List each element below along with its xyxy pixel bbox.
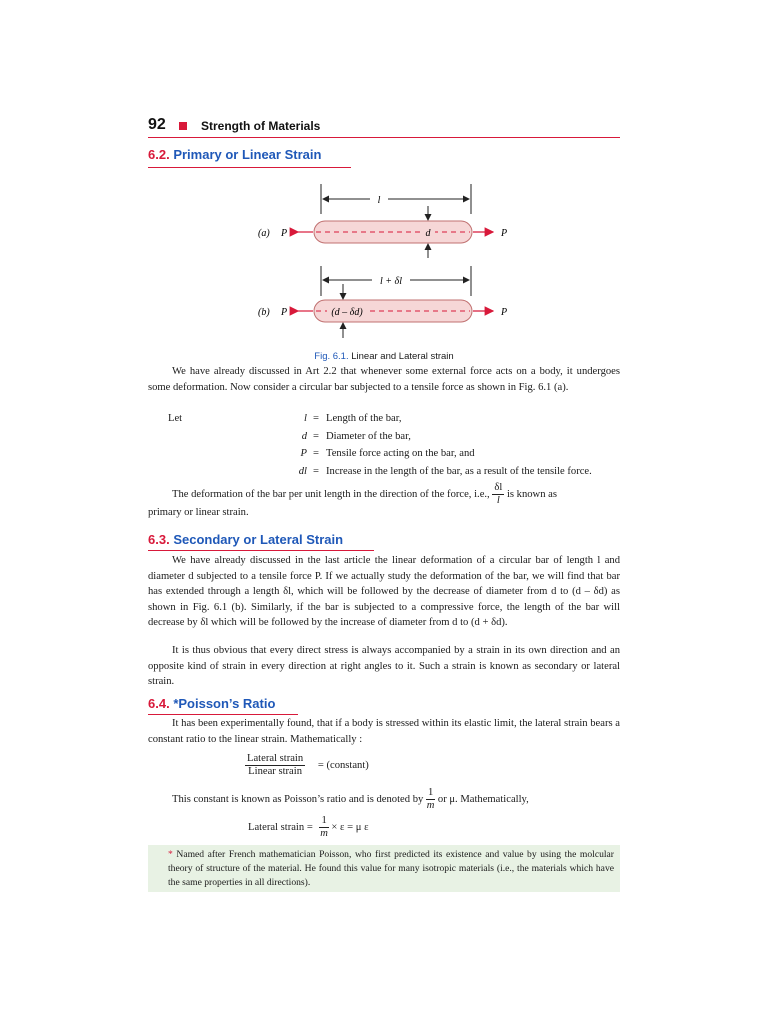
label-a: (a): [258, 228, 270, 239]
diameter-label: d: [425, 228, 431, 239]
definition-row: [148, 466, 620, 484]
paragraph-2-tail: is known as: [506, 488, 557, 500]
equation-lateral-strain: [248, 815, 369, 840]
book-title: Strength of Materials: [201, 119, 321, 133]
force-label-left-b: P: [281, 307, 288, 318]
paragraph-1: We have already discussed in Art 2.2 that whenever some external force acts on a body, it undergoes some deformation. Now consider a circular bar subjected to a tensile force as shown in Fig. 6.1 (a).: [148, 366, 620, 393]
definition-text: Increase in the length of the bar, as a result of the tensile force.: [326, 465, 592, 477]
section-title: Primary or Linear Strain: [173, 147, 322, 162]
fraction-one-over-m: [426, 787, 435, 812]
paragraph-6-tail: or μ. Mathematically,: [437, 793, 529, 805]
fraction-numerator: Lateral strain: [247, 753, 304, 764]
force-label-right: P: [501, 228, 508, 239]
equation-rhs: = (constant): [317, 759, 369, 771]
fraction-denominator: m: [426, 800, 435, 811]
section-number: 6.2.: [148, 147, 170, 162]
label-b: (b): [258, 307, 270, 318]
footnote: [168, 848, 614, 890]
fraction-numerator: δl: [494, 482, 503, 493]
paragraph-6-text: This constant is known as Poisson’s ratio and is denoted by: [172, 793, 424, 805]
definition-text: Length of the bar,: [326, 413, 402, 424]
force-label-left: P: [281, 228, 288, 239]
paragraph-2: [172, 482, 620, 507]
fraction-denominator: l: [496, 495, 500, 506]
section-title: *Poisson’s Ratio: [173, 696, 276, 711]
fraction-denominator: Linear strain: [248, 766, 302, 777]
definition-row: [148, 431, 620, 449]
footnote-box: [148, 845, 620, 892]
header-rule: [148, 137, 620, 138]
equals-sign: =: [313, 465, 319, 477]
definition-text: Diameter of the bar,: [326, 430, 411, 442]
header-square-icon: [179, 122, 187, 130]
figure-caption-text: Linear and Lateral strain: [351, 351, 454, 362]
equals-sign: =: [313, 413, 319, 424]
fraction-one-over-m: [319, 815, 328, 840]
section-6-2-heading: [148, 147, 321, 162]
figure-caption: [148, 351, 620, 362]
paragraph-6: [172, 787, 620, 812]
paragraph-2-text: The deformation of the bar per unit length in the direction of the force, i.e.,: [172, 488, 490, 500]
section-rule: [148, 714, 298, 715]
fraction-denominator: m: [320, 828, 328, 839]
definition-row: [148, 413, 620, 431]
figure-part-b: [258, 266, 507, 338]
length-label: l: [377, 195, 381, 206]
equation-rhs: × ε = μ ε: [331, 821, 369, 833]
figure-part-a: [258, 184, 507, 258]
definition-symbol: l: [304, 413, 307, 424]
footnote-text: Named after French mathematician Poisson, who first predicted its existence and value by using the molcular theory of structure of the material. He found this value for many isotropic materials (i.e., the materials which have the same properties in all directions).: [168, 849, 615, 888]
figure-caption-label: Fig. 6.1.: [314, 351, 349, 362]
fraction-numerator: 1: [321, 815, 327, 826]
section-rule: [148, 550, 374, 551]
definition-symbol: d: [301, 430, 307, 442]
length-plus-label: l + δl: [380, 276, 402, 287]
paragraph-2-line-2: primary or linear strain.: [148, 507, 249, 518]
paragraph-3: We have already discussed in the last article the linear deformation of a circular bar of length l and diameter d subjected to a tensile force P. If we actually study the deformation of the bar, we will find that bar has extended through a length δl, which will be followed by the decrease of diameter from d to (d – δd) as shown in Fig. 6.1 (b). Similarly, if the bar is subjected to a compressive force, the length of the bar will decrease by δl which will be followed by the increase of diameter from d to (d + δd).: [148, 555, 620, 628]
definition-symbol: P: [300, 448, 307, 459]
section-title: Secondary or Lateral Strain: [173, 532, 344, 547]
fraction-lateral-over-linear: [245, 753, 305, 778]
section-number: 6.3.: [148, 532, 170, 547]
definition-text: Tensile force acting on the bar, and: [326, 448, 475, 459]
footnote-marker: *: [168, 849, 173, 860]
equation-ratio: [245, 753, 369, 778]
running-header: [148, 116, 620, 138]
definition-row: [148, 448, 620, 466]
let-word: Let: [168, 413, 183, 424]
equals-sign: =: [313, 430, 319, 442]
diameter-minus-label: (d – δd): [331, 307, 363, 318]
definitions-list: [148, 413, 620, 483]
equals-sign: =: [313, 448, 319, 459]
page-number: 92: [148, 116, 166, 133]
fraction-dl-over-l: [492, 482, 504, 507]
fraction-numerator: 1: [427, 787, 434, 798]
section-number: 6.4.: [148, 696, 170, 711]
force-label-right-b: P: [501, 307, 508, 318]
section-6-3-heading: [148, 532, 343, 547]
equation-lhs: Lateral strain =: [248, 821, 313, 833]
definition-symbol: dl: [298, 465, 307, 477]
section-rule: [148, 167, 351, 168]
paragraph-4: It is thus obvious that every direct stress is always accompanied by a strain in its own direction and an opposite kind of strain in every direction at right angles to it. Such a strain is known as secondary or lateral strain.: [148, 645, 620, 687]
figure-6-1: [148, 178, 620, 358]
section-6-4-heading: [148, 696, 275, 711]
paragraph-5: It has been experimentally found, that if a body is stressed within its elastic limit, the lateral strain bears a constant ratio to the linear strain. Mathematically :: [148, 718, 620, 745]
